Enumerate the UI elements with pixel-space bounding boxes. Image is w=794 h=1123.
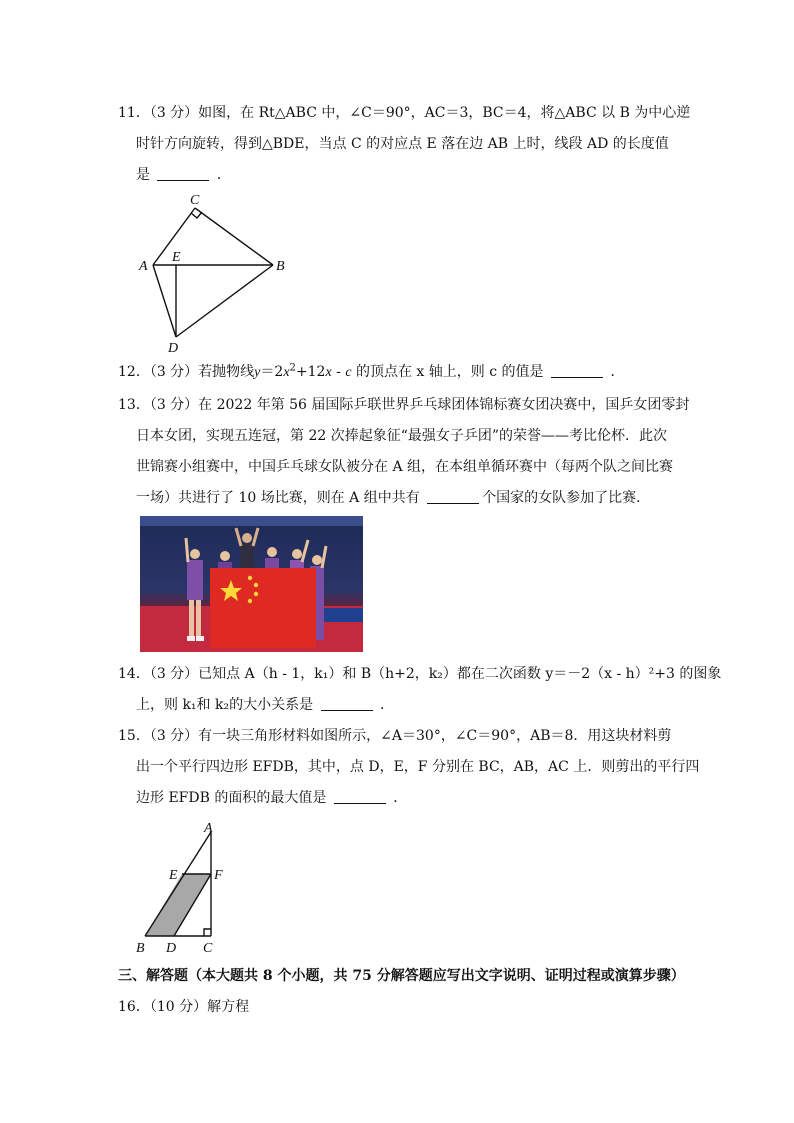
q11-line3-text: 是 xyxy=(136,167,150,183)
q14-line2-pre: 上，则 k₁和 k₂的大小关系是 xyxy=(136,697,314,713)
q12-answer-blank xyxy=(551,363,603,378)
q15-end: ． xyxy=(393,790,408,806)
q12-y: y xyxy=(254,365,261,380)
q11-answer-blank xyxy=(157,166,209,181)
right-angle-mark-c xyxy=(204,929,211,936)
q15-line3-pre: 边形 EFDB 的面积的最大值是 xyxy=(136,790,327,806)
q14-answer-blank xyxy=(321,696,373,711)
q11-figure xyxy=(130,188,300,358)
q13-line2: 日本女团，实现五连冠，第 22 次捧起象征“最强女子乒团”的荣誉——考比伦杯．此次 xyxy=(136,428,668,444)
q12-end: ． xyxy=(610,364,625,380)
label-d: D xyxy=(166,941,177,956)
q11-end: ． xyxy=(216,167,231,183)
q13-line4-post: 个国家的女队参加了比赛． xyxy=(482,490,651,506)
q13-line4-pre: 一场）共进行了 10 场比赛，则在 A 组中共有 xyxy=(136,490,420,506)
q12-eq: ＝2 xyxy=(260,364,284,380)
q12-mid: +12 xyxy=(295,364,326,380)
label-d: D xyxy=(168,341,179,356)
small-star-icon xyxy=(254,592,258,596)
q12-line xyxy=(118,362,624,383)
q11-line2: 时针方向旋转，得到△BDE，当点 C 的对应点 E 落在边 AB 上时，线段 AD 的长度值 xyxy=(136,136,669,152)
team-celebration-photo xyxy=(140,516,363,652)
q13-answer-blank xyxy=(427,489,479,504)
label-b: B xyxy=(276,259,285,274)
q12-x2: x xyxy=(325,365,332,380)
china-flag xyxy=(210,568,316,648)
q15-answer-blank xyxy=(334,789,386,804)
small-star-icon xyxy=(254,583,258,587)
q13-line3: 世锦赛小组赛中，中国乒乓球女队被分在 A 组，在本组单循环赛中（每两个队之间比赛 xyxy=(136,459,674,475)
small-star-icon xyxy=(248,576,252,580)
q15-line3 xyxy=(136,788,407,808)
label-b: B xyxy=(136,941,145,956)
label-c: C xyxy=(203,941,213,956)
q13-line1: 13．（3 分）在 2022 年第 56 届国际乒联世界乒乓球团体锦标赛女团决赛中，国乒女团零封 xyxy=(118,397,690,413)
q15-line2: 出一个平行四边形 EFDB，其中，点 D，E，F 分别在 BC，AB，AC 上．则剪出的平行四 xyxy=(136,759,700,775)
q12-x: x xyxy=(283,365,290,380)
q12-post: 的顶点在 x 轴上，则 c 的值是 xyxy=(351,364,544,380)
q11-line3 xyxy=(136,165,231,185)
section-3-heading: 三、解答题（本大题共 8 个小题，共 75 分解答题应写出文字说明、证明过程或演算步骤） xyxy=(118,968,685,984)
q12-pre: 12．（3 分）若抛物线 xyxy=(118,364,255,380)
label-a: A xyxy=(204,821,213,836)
small-star-icon xyxy=(248,599,252,603)
label-e: E xyxy=(172,250,181,265)
q15-line1: 15．（3 分）有一块三角形材料如图所示，∠A＝30°，∠C＝90°，AB＝8．用这块材料剪 xyxy=(118,728,672,744)
segment-cb xyxy=(195,208,273,265)
q12-minus: - xyxy=(331,364,346,380)
q15-figure xyxy=(130,818,240,958)
label-c: C xyxy=(190,193,200,208)
right-angle-mark-c xyxy=(191,212,202,218)
segment-ad xyxy=(153,265,176,337)
q13-line4 xyxy=(136,488,650,508)
q14-line1: 14．（3 分）已知点 A（h - 1，k₁）和 B（h+2，k₂）都在二次函数 y＝－2（x - h）²+3 的图象 xyxy=(118,666,722,682)
label-a: A xyxy=(139,259,148,274)
arena-banner xyxy=(140,516,363,526)
label-e: E xyxy=(169,868,178,883)
q12-exp: 2 xyxy=(289,362,296,374)
label-f: F xyxy=(214,868,223,883)
q14-line2 xyxy=(136,695,394,715)
q11-line1: 11．（3 分）如图，在 Rt△ABC 中，∠C＝90°，AC＝3，BC＝4，将△ABC 以 B 为中心逆 xyxy=(118,105,691,121)
q14-end: ． xyxy=(380,697,394,713)
q12-c: c xyxy=(345,365,352,380)
segment-db xyxy=(176,265,273,337)
q16-line: 16．（10 分）解方程 xyxy=(118,999,250,1015)
